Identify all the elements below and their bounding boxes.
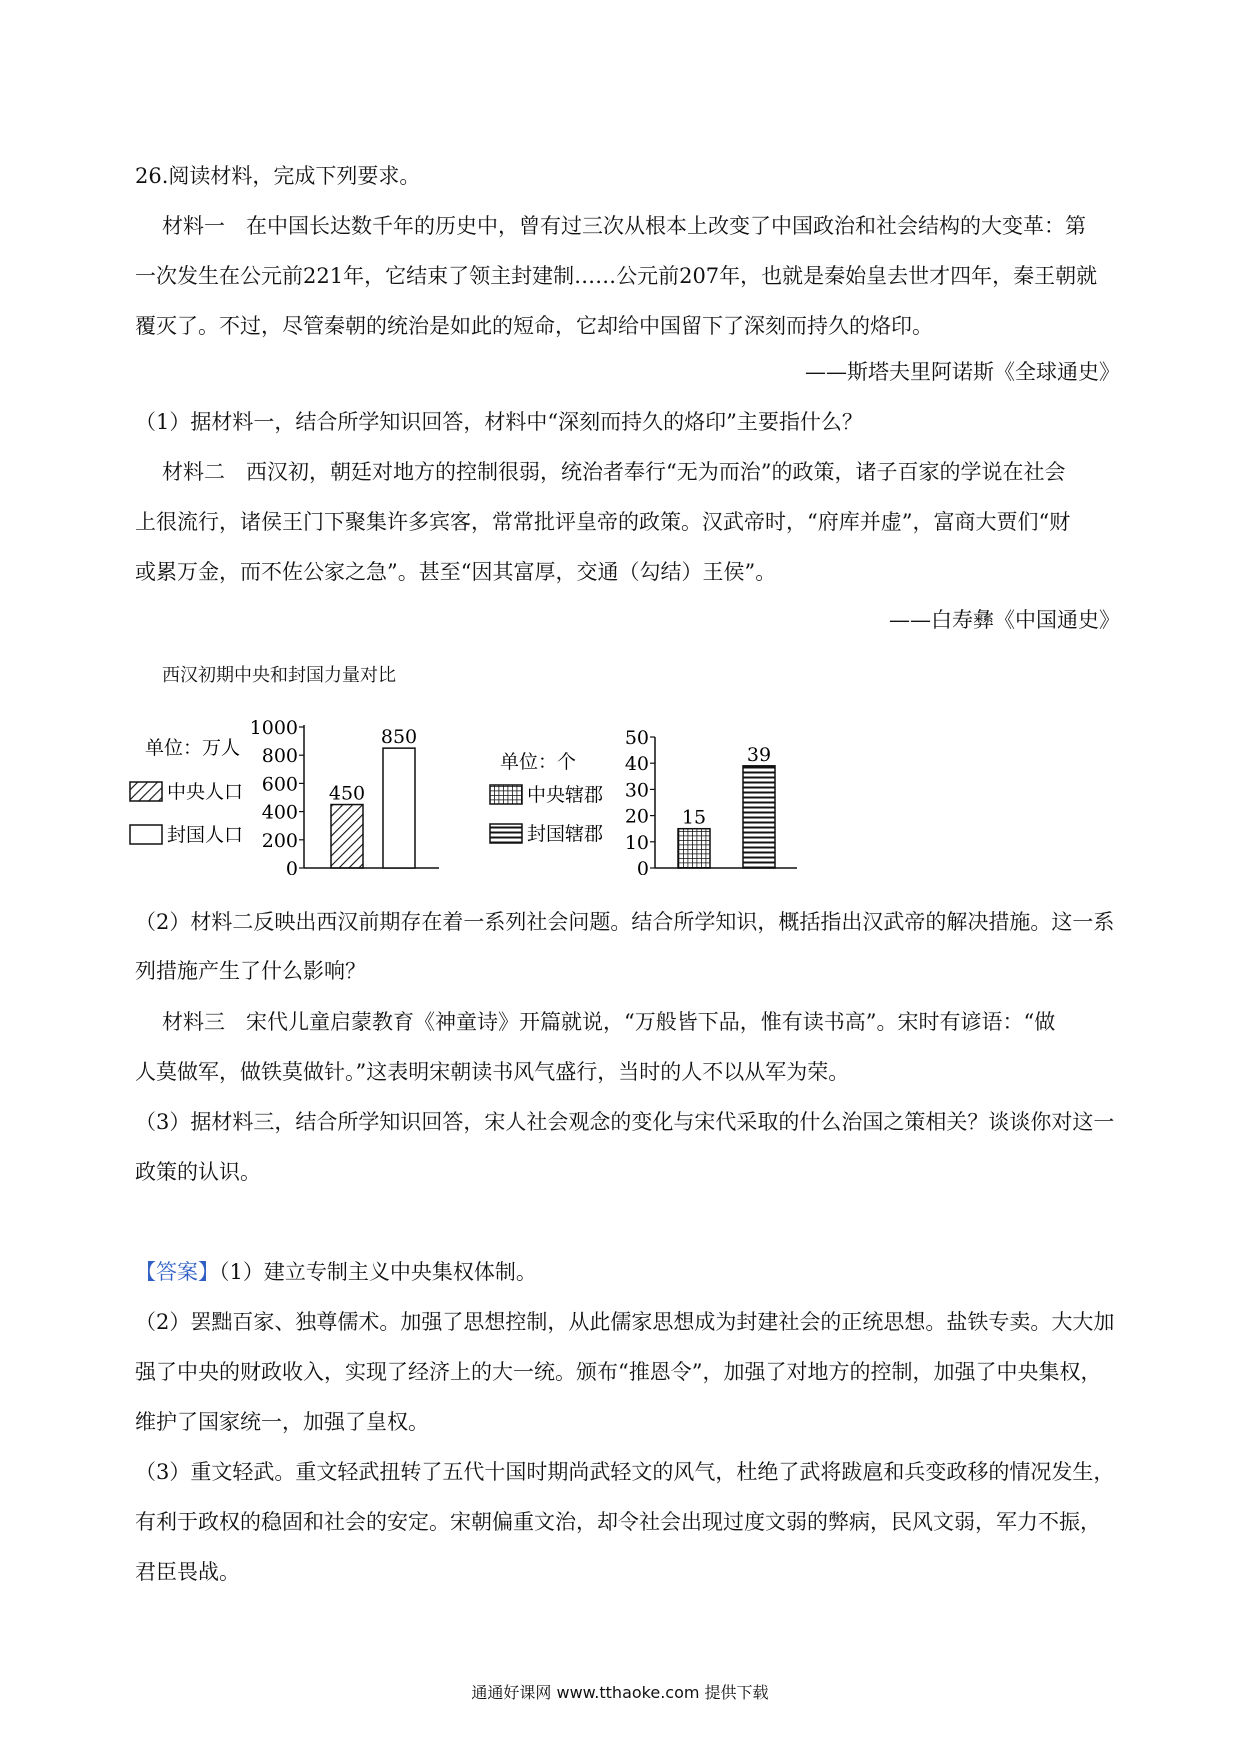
legend-label: 封国辖郡 — [527, 823, 604, 845]
answer2-line: 强了中央的财政收入，实现了经济上的大一统。颁布“推恩令”，加强了对地方的控制，加强了中央集权， — [135, 1360, 1102, 1384]
answer3-line: 君臣畏战。 — [135, 1560, 240, 1584]
y-tick-label: 30 — [624, 779, 649, 802]
population-chart — [125, 705, 465, 875]
y-tick-label: 1000 — [249, 717, 298, 739]
question1: （1）据材料一，结合所学知识回答，材料中“深刻而持久的烙印”主要指什么？ — [135, 410, 863, 434]
bar-value-label: 850 — [380, 726, 418, 749]
answer-label: 【答案】 — [135, 1260, 219, 1284]
bar-fief — [383, 748, 415, 868]
answer1 — [135, 1258, 537, 1286]
bar-fief — [743, 766, 775, 868]
material2-line: 或累万金，而不佐公家之急”。甚至“因其富厚，交通（勾结）王侯”。 — [135, 560, 777, 584]
legend-swatch-central-population — [130, 782, 162, 801]
y-tick-label: 200 — [261, 829, 298, 852]
y-tick-label: 0 — [285, 858, 298, 875]
material3-line: 人莫做军，做铁莫做针。”这表明宋朝读书风气盛行，当时的人不以从军为荣。 — [135, 1060, 850, 1084]
bar-value-label: 15 — [681, 806, 707, 829]
material1-line: 覆灭了。不过，尽管秦朝的统治是如此的短命，它却给中国留下了深刻而持久的烙印。 — [135, 314, 933, 338]
legend-label: 中央辖郡 — [527, 784, 604, 806]
material2-line: 材料二 西汉初，朝廷对地方的控制很弱，统治者奉行“无为而治”的政策，诸子百家的学说在社会 — [162, 460, 1066, 484]
y-tick-label: 20 — [624, 805, 649, 828]
chart-title: 西汉初期中央和封国力量对比 — [162, 665, 396, 686]
material1-line: 一次发生在公元前221年，它结束了领主封建制……公元前207年，也就是秦始皇去世才四年，秦王朝就 — [135, 264, 1098, 288]
bar-value-label: 39 — [746, 743, 772, 766]
question3-line: 政策的认识。 — [135, 1160, 261, 1184]
question3-line: （3）据材料三，结合所学知识回答，宋人社会观念的变化与宋代采取的什么治国之策相关？谈谈你对这一 — [135, 1110, 1115, 1134]
material3-line: 材料三 宋代儿童启蒙教育《神童诗》开篇就说，“万般皆下品，惟有读书高”。宋时有谚语：“做 — [162, 1010, 1056, 1034]
legend-label: 中央人口 — [167, 781, 244, 803]
bar-value-label: 450 — [328, 782, 366, 805]
question2-line: （2）材料二反映出西汉前期存在着一系列社会问题。结合所学知识，概括指出汉武帝的解决措施。这一系 — [135, 910, 1115, 934]
material1-line: 材料一 在中国长达数千年的历史中，曾有过三次从根本上改变了中国政治和社会结构的大变革：第 — [162, 214, 1086, 238]
legend-swatch-fief-commandery — [490, 824, 522, 843]
y-tick-label: 0 — [636, 858, 649, 875]
answer2-line: 维护了国家统一，加强了皇权。 — [135, 1410, 429, 1434]
commandery-unit: 单位：个 — [500, 751, 577, 773]
y-tick-label: 600 — [261, 773, 298, 796]
y-tick-label: 50 — [624, 727, 649, 749]
population-unit: 单位：万人 — [145, 737, 241, 759]
source2: ——白寿彝《中国通史》 — [889, 608, 1120, 632]
answer3-line: （3）重文轻武。重文轻武扭转了五代十国时期尚武轻文的风气，杜绝了武将跋扈和兵变政移的情况发生， — [135, 1460, 1115, 1484]
commandery-chart — [485, 705, 825, 875]
y-tick-label: 10 — [624, 831, 649, 854]
bar-central — [678, 829, 710, 868]
answer1-text: （1）建立专制主义中央集权体制。 — [219, 1260, 537, 1284]
legend-swatch-fief-population — [130, 825, 162, 844]
material2-line: 上很流行，诸侯王门下聚集许多宾客，常常批评皇帝的政策。汉武帝时，“府库并虚”，富商大贾们“财 — [135, 510, 1071, 534]
source1: ——斯塔夫里阿诺斯《全球通史》 — [805, 360, 1120, 384]
answer2-line: （2）罢黜百家、独尊儒术。加强了思想控制，从此儒家思想成为封建社会的正统思想。盐铁专卖。大大加 — [135, 1310, 1115, 1334]
legend-label: 封国人口 — [167, 824, 244, 846]
answer3-line: 有利于政权的稳固和社会的安定。宋朝偏重文治，却令社会出现过度文弱的弊病，民风文弱，军力不振， — [135, 1510, 1101, 1534]
question2-line: 列措施产生了什么影响？ — [135, 959, 366, 983]
bar-central — [331, 805, 363, 868]
legend-swatch-central-commandery — [490, 785, 522, 804]
footer: 通通好课网 www.tthaoke.com 提供下载 — [471, 1683, 769, 1702]
y-tick-label: 800 — [261, 745, 298, 768]
y-tick-label: 40 — [624, 753, 649, 776]
question-heading: 26.阅读材料，完成下列要求。 — [135, 164, 421, 188]
y-tick-label: 400 — [261, 801, 298, 824]
